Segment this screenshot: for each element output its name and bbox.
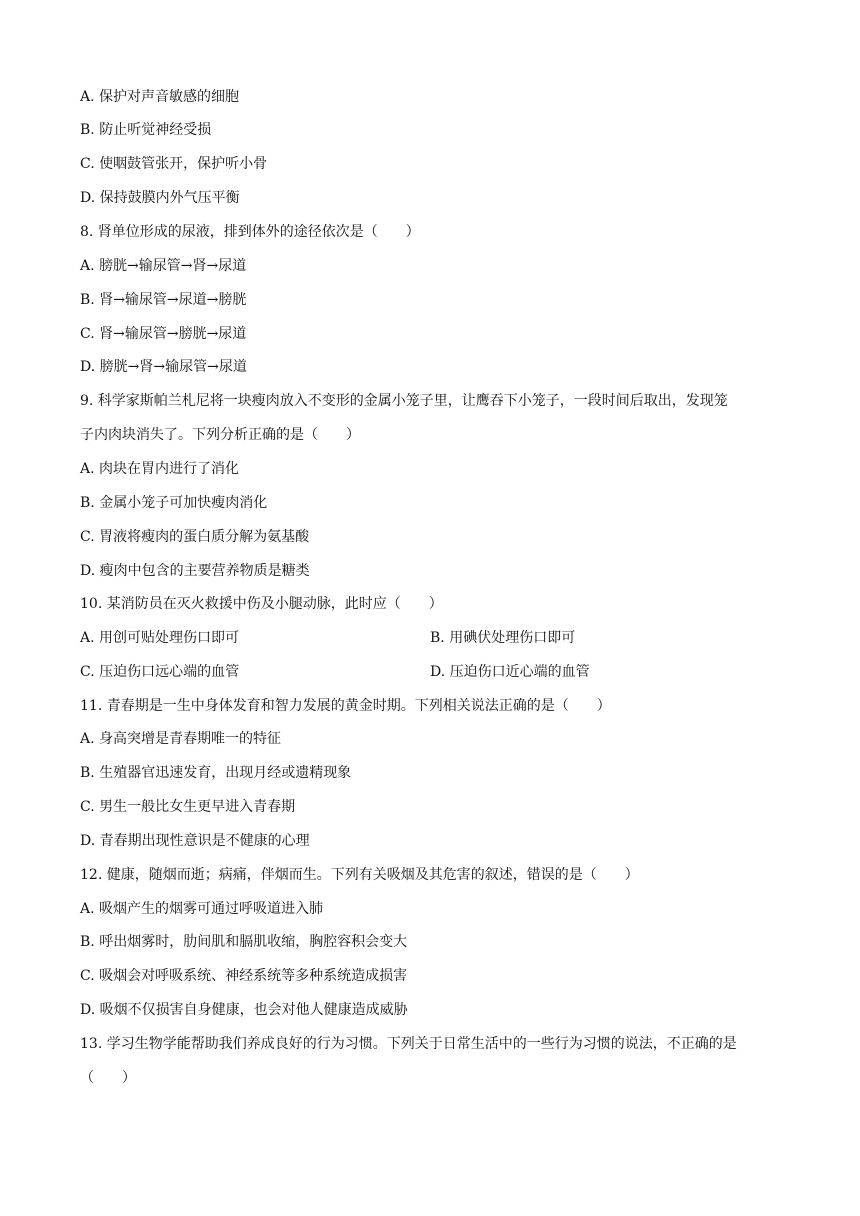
q7-option-c: C. 使咽鼓管张开，保护听小骨	[80, 156, 268, 172]
q12-option-a: A. 吸烟产生的烟雾可通过呼吸道进入肺	[80, 901, 324, 917]
q10-option-a: A. 用创可贴处理伤口即可	[80, 630, 240, 646]
q9-option-b: B. 金属小笼子可加快瘦肉消化	[80, 495, 268, 511]
q11-option-a: A. 身高突增是青春期唯一的特征	[80, 731, 282, 747]
q12-option-d: D. 吸烟不仅损害自身健康，也会对他人健康造成威胁	[80, 1002, 408, 1018]
q10-option-b: B. 用碘伏处理伤口即可	[430, 630, 576, 646]
q7-option-d: D. 保持鼓膜内外气压平衡	[80, 190, 240, 206]
q8-option-a: A. 膀胱→输尿管→肾→尿道	[80, 258, 247, 274]
q10-option-d: D. 压迫伤口近心端的血管	[430, 664, 590, 680]
q12-option-c: C. 吸烟会对呼吸系统、神经系统等多种系统造成损害	[80, 968, 408, 984]
q8-option-b: B. 肾→输尿管→尿道→膀胱	[80, 292, 247, 308]
q13-stem-line1: 13. 学习生物学能帮助我们养成良好的行为习惯。下列关于日常生活中的一些行为习惯的说法，不正确的是	[80, 1036, 737, 1052]
q11-option-c: C. 男生一般比女生更早进入青春期	[80, 799, 296, 815]
q10-stem: 10. 某消防员在灭火救援中伤及小腿动脉，此时应（ ）	[80, 596, 443, 612]
q9-option-a: A. 肉块在胃内进行了消化	[80, 461, 240, 477]
q10-option-c: C. 压迫伤口远心端的血管	[80, 664, 240, 680]
q11-option-b: B. 生殖器官迅速发育，出现月经或遗精现象	[80, 765, 352, 781]
q11-option-d: D. 青春期出现性意识是不健康的心理	[80, 833, 310, 849]
q12-stem: 12. 健康，随烟而逝；病痛，伴烟而生。下列有关吸烟及其危害的叙述，错误的是（ ）	[80, 867, 639, 883]
q8-option-c: C. 肾→输尿管→膀胱→尿道	[80, 326, 247, 342]
q12-option-b: B. 呼出烟雾时，肋间肌和膈肌收缩，胸腔容积会变大	[80, 934, 408, 950]
q7-option-a: A. 保护对声音敏感的细胞	[80, 89, 240, 105]
q8-stem: 8. 肾单位形成的尿液，排到体外的途径依次是（ ）	[80, 224, 420, 240]
q9-stem-line1: 9. 科学家斯帕兰札尼将一块瘦肉放入不变形的金属小笼子里，让鹰吞下小笼子，一段时间后取出，发现笼	[80, 393, 728, 409]
q7-option-b: B. 防止听觉神经受损	[80, 122, 212, 138]
q13-stem-line2: （ ）	[80, 1070, 136, 1086]
q9-stem-line2: 子内肉块消失了。下列分析正确的是（ ）	[80, 427, 360, 443]
q9-option-c: C. 胃液将瘦肉的蛋白质分解为氨基酸	[80, 529, 310, 545]
q9-option-d: D. 瘦肉中包含的主要营养物质是糖类	[80, 563, 310, 579]
q11-stem: 11. 青春期是一生中身体发育和智力发展的黄金时期。下列相关说法正确的是（ ）	[80, 698, 611, 714]
q8-option-d: D. 膀胱→肾→输尿管→尿道	[80, 359, 247, 375]
